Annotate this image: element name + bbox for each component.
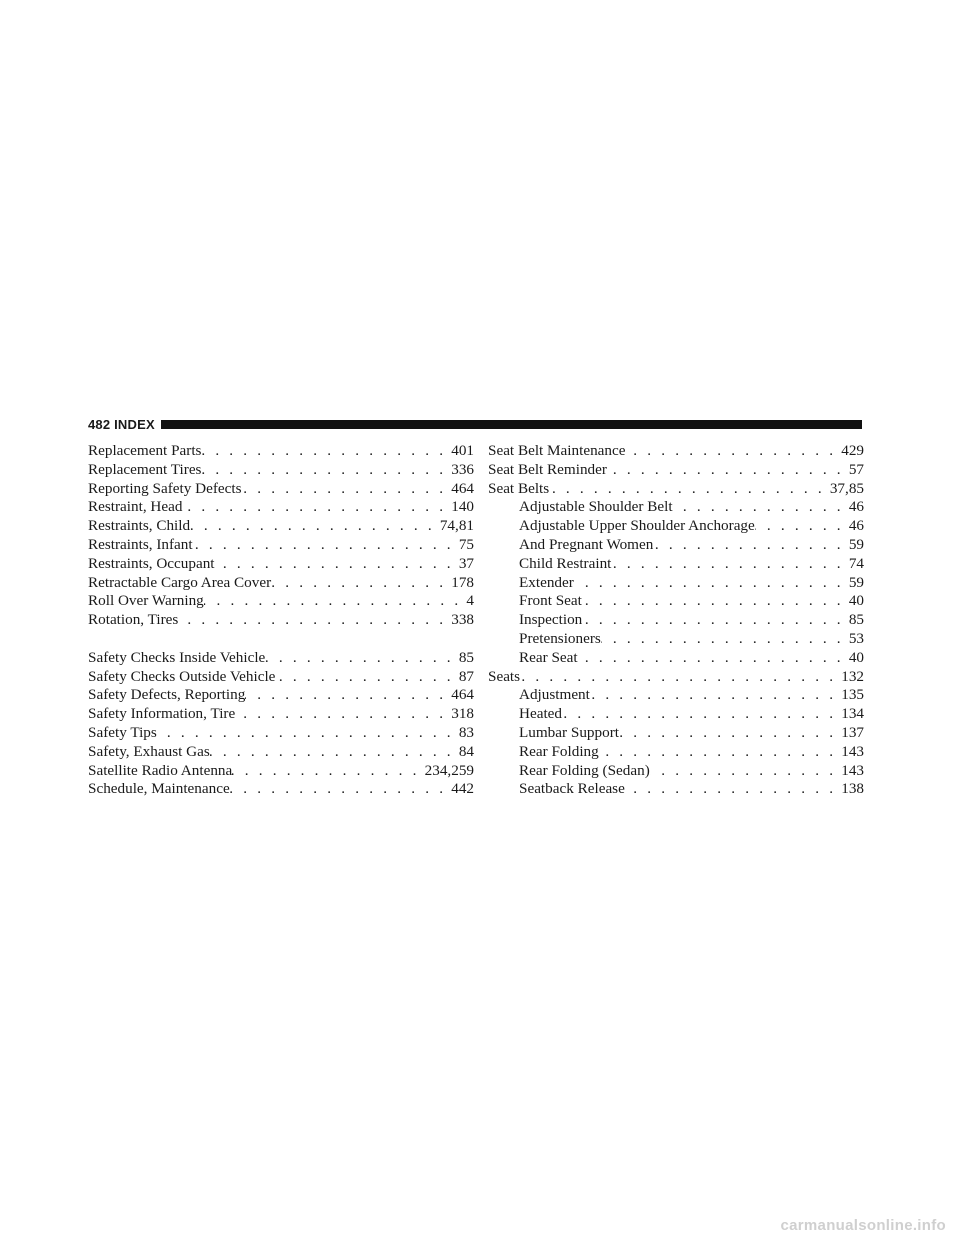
index-entry	[88, 743, 474, 762]
index-term: Schedule, Maintenance	[88, 780, 230, 798]
index-page-ref: 59	[848, 535, 864, 553]
index-entry	[88, 780, 474, 799]
dot-leader	[210, 743, 459, 762]
index-term: Rotation, Tires	[88, 611, 179, 629]
index-term: Seat Belt Reminder	[488, 460, 607, 478]
index-entry	[88, 517, 474, 536]
index-subentry	[488, 724, 864, 743]
dot-leader	[232, 762, 424, 781]
index-entry	[488, 480, 864, 499]
index-entry	[88, 611, 474, 630]
index-entry	[88, 686, 474, 705]
index-term: Seats	[488, 667, 521, 685]
dot-leader	[215, 555, 459, 574]
index-term: Replacement Parts	[88, 442, 202, 459]
dot-leader	[599, 743, 841, 762]
dot-leader	[265, 649, 459, 668]
index-entry	[88, 480, 474, 499]
dot-leader	[520, 668, 841, 687]
index-page-ref: 40	[848, 648, 864, 666]
index-page-ref: 134	[841, 705, 864, 723]
index-page-ref: 135	[841, 686, 864, 704]
dot-leader	[235, 705, 451, 724]
dot-leader	[611, 555, 848, 574]
index-entry	[488, 442, 864, 461]
index-page-ref: 336	[451, 460, 474, 478]
dot-leader	[178, 611, 451, 630]
dot-leader	[601, 630, 849, 649]
index-term: Seatback Release	[519, 780, 625, 798]
index-page-ref: 464	[451, 479, 474, 497]
dot-leader	[578, 649, 849, 668]
index-subentry	[488, 517, 864, 536]
index-term: Adjustable Upper Shoulder Anchorage	[519, 517, 755, 535]
dot-leader	[625, 780, 841, 799]
index-page-ref: 53	[848, 629, 864, 647]
dot-leader	[275, 668, 458, 687]
index-page-ref: 143	[841, 761, 864, 779]
index-term: Adjustable Shoulder Belt	[519, 498, 673, 516]
index-term: Rear Seat	[519, 648, 578, 666]
index-entry	[488, 461, 864, 480]
index-page-ref: 75	[458, 535, 474, 553]
index-term: Front Seat	[519, 592, 582, 610]
dot-leader	[562, 705, 841, 724]
dot-leader	[201, 461, 451, 480]
index-subentry	[488, 555, 864, 574]
index-page-ref: 37,85	[829, 479, 864, 497]
header-rule	[161, 420, 862, 429]
index-term: Satellite Radio Antenna	[88, 761, 233, 779]
dot-leader	[230, 780, 452, 799]
index-term: Inspection	[519, 611, 583, 629]
index-page-ref: 318	[451, 705, 474, 723]
index-term: Restraints, Infant	[88, 535, 193, 553]
index-subentry	[488, 592, 864, 611]
dot-leader	[271, 574, 451, 593]
index-page-ref: 464	[451, 686, 474, 704]
dot-leader	[755, 517, 849, 536]
dot-leader	[582, 611, 849, 630]
index-subentry	[488, 705, 864, 724]
index-term: Rear Folding (Sedan)	[519, 761, 650, 779]
dot-leader	[582, 592, 849, 611]
index-term: Safety Checks Outside Vehicle	[88, 667, 276, 685]
index-subentry	[488, 574, 864, 593]
index-term: Extender	[519, 573, 574, 591]
index-subentry	[488, 498, 864, 517]
index-page-ref: 59	[848, 573, 864, 591]
index-column-right	[488, 442, 864, 799]
index-term: Restraint, Head	[88, 498, 183, 516]
index-page-ref: 46	[848, 498, 864, 516]
watermark-text: carmanualsonline.info	[780, 1217, 946, 1234]
index-entry	[88, 668, 474, 687]
dot-leader	[574, 574, 849, 593]
index-subentry	[488, 743, 864, 762]
index-term: Seat Belt Maintenance	[488, 442, 626, 459]
index-entry	[88, 649, 474, 668]
index-page-ref: 132	[841, 667, 864, 685]
index-term: Adjustment	[519, 686, 590, 704]
index-page-ref: 140	[451, 498, 474, 516]
page-header	[88, 416, 862, 432]
index-entry	[88, 442, 474, 461]
dot-leader	[625, 442, 841, 461]
index-page-ref: 40	[848, 592, 864, 610]
index-term: Pretensioners	[519, 629, 601, 647]
index-term: Reporting Safety Defects	[88, 479, 242, 497]
index-entry	[88, 461, 474, 480]
index-term: Safety Defects, Reporting	[88, 686, 246, 704]
index-page-ref: 429	[841, 442, 864, 459]
index-page-ref: 143	[841, 742, 864, 760]
dot-leader	[182, 498, 451, 517]
dot-leader	[549, 480, 830, 499]
index-subentry	[488, 649, 864, 668]
index-subentry	[488, 762, 864, 781]
index-entry	[88, 536, 474, 555]
index-page-ref: 338	[451, 611, 474, 629]
index-page-ref: 85	[458, 648, 474, 666]
index-entry	[488, 668, 864, 687]
index-page-ref: 234,259	[424, 761, 474, 779]
index-entry	[88, 592, 474, 611]
index-term: Safety Checks Inside Vehicle	[88, 648, 266, 666]
dot-leader	[193, 536, 459, 555]
index-page-ref: 85	[848, 611, 864, 629]
index-page-ref: 137	[841, 723, 864, 741]
dot-leader	[650, 762, 841, 781]
index-subentry	[488, 780, 864, 799]
index-page-ref: 84	[458, 742, 474, 760]
index-term: Restraints, Occupant	[88, 554, 215, 572]
dot-leader	[201, 442, 451, 461]
index-term: Lumbar Support	[519, 723, 619, 741]
page-number-label: 482 INDEX	[88, 416, 155, 432]
index-page-ref: 401	[451, 442, 474, 459]
index-subentry	[488, 630, 864, 649]
index-page-ref: 74	[848, 554, 864, 572]
index-term: Safety Tips	[88, 723, 157, 741]
index-subentry	[488, 611, 864, 630]
index-page-ref: 87	[458, 667, 474, 685]
dot-leader	[607, 461, 849, 480]
dot-leader	[204, 592, 467, 611]
index-entry	[88, 724, 474, 743]
index-page-ref: 57	[848, 460, 864, 478]
index-term: And Pregnant Women	[519, 535, 654, 553]
dot-leader	[673, 498, 849, 517]
index-term: Rear Folding	[519, 742, 599, 760]
index-subentry	[488, 536, 864, 555]
index-entry	[88, 555, 474, 574]
index-term: Replacement Tires	[88, 460, 202, 478]
dot-leader	[653, 536, 848, 555]
dot-leader	[190, 517, 440, 536]
index-page-ref: 4	[466, 592, 474, 610]
index-subentry	[488, 686, 864, 705]
index-entry	[88, 762, 474, 781]
index-page-ref: 46	[848, 517, 864, 535]
dot-leader	[157, 724, 459, 743]
index-page-ref: 442	[451, 780, 474, 798]
index-term: Seat Belts	[488, 479, 550, 497]
index-term: Roll Over Warning	[88, 592, 204, 610]
index-term: Safety, Exhaust Gas	[88, 742, 210, 760]
index-entry	[88, 705, 474, 724]
index-page-ref: 74,81	[439, 517, 474, 535]
index-entry	[88, 498, 474, 517]
index-term: Retractable Cargo Area Cover	[88, 573, 272, 591]
dot-leader	[245, 686, 451, 705]
index-term: Safety Information, Tire	[88, 705, 236, 723]
dot-leader	[242, 480, 452, 499]
dot-leader	[590, 686, 841, 705]
index-term: Child Restraint	[519, 554, 612, 572]
index-term: Heated	[519, 705, 563, 723]
index-page-ref: 37	[458, 554, 474, 572]
index-page-ref: 178	[451, 573, 474, 591]
index-page-ref: 83	[458, 723, 474, 741]
index-entry	[88, 574, 474, 593]
index-term: Restraints, Child	[88, 517, 191, 535]
index-column-left	[88, 442, 474, 799]
index-page-ref: 138	[841, 780, 864, 798]
dot-leader	[619, 724, 841, 743]
